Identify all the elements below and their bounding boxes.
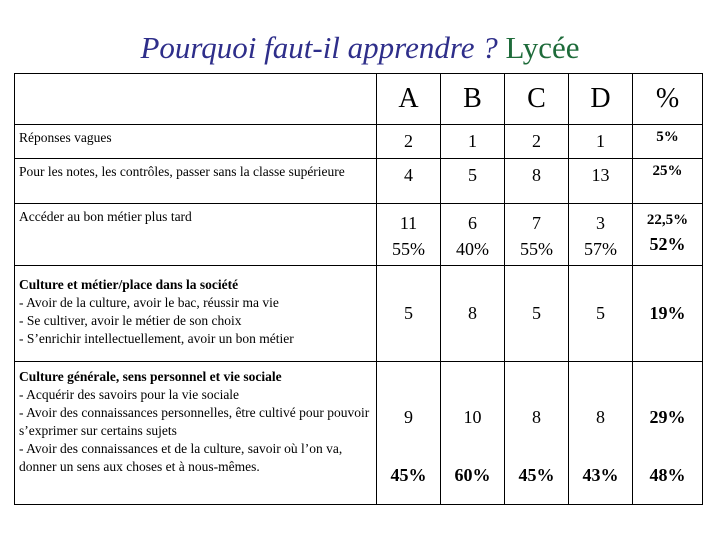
- cell-d: 1: [569, 125, 633, 159]
- row-label-line: - Acquérir des savoirs pour la vie sociale: [19, 387, 240, 402]
- cell-pct: 19%: [633, 266, 703, 362]
- cell-a: 2: [377, 125, 441, 159]
- row-label-line: - Avoir des connaissances personnelles, être cultivé pour pouvoir s’exprimer sur certains sujets: [19, 405, 370, 438]
- cell-subtotal: 45%: [390, 465, 427, 485]
- cell-value: 7: [532, 213, 541, 233]
- cell-pct: 5%: [633, 125, 703, 159]
- cell-d: 5: [569, 266, 633, 362]
- cell-subtotal: 45%: [518, 465, 555, 485]
- cell-c: [505, 204, 569, 266]
- cell-pct: 25%: [633, 159, 703, 204]
- title-level: Lycée: [505, 30, 580, 65]
- cell-subtotal: 43%: [582, 465, 619, 485]
- cell-d: [569, 362, 633, 505]
- header-col-pct: %: [633, 74, 703, 125]
- row-label-line: - Avoir de la culture, avoir le bac, réussir ma vie: [19, 295, 279, 310]
- cell-value: 22,5%: [646, 212, 689, 228]
- table-row: [15, 159, 703, 204]
- cell-d: 13: [569, 159, 633, 204]
- header-col-a: A: [377, 74, 441, 125]
- cell-value: 10: [463, 407, 482, 427]
- table-row: [15, 266, 703, 362]
- table-row: [15, 125, 703, 159]
- header-blank-cell: [15, 74, 377, 125]
- cell-subtotal: 52%: [649, 234, 686, 254]
- cell-c: 5: [505, 266, 569, 362]
- cell-c: 2: [505, 125, 569, 159]
- cell-pct: [633, 362, 703, 505]
- row-label: [15, 266, 377, 362]
- cell-value: 8: [532, 407, 541, 427]
- cell-c: [505, 362, 569, 505]
- row-label: Accéder au bon métier plus tard: [15, 204, 377, 266]
- title-question: Pourquoi faut-il apprendre ?: [140, 30, 498, 65]
- results-table: [14, 73, 703, 505]
- cell-value: 3: [596, 213, 605, 233]
- page-title: [0, 30, 720, 66]
- cell-b: [441, 362, 505, 505]
- row-label-title: Culture générale, sens personnel et vie sociale: [19, 369, 282, 384]
- header-col-d: D: [569, 74, 633, 125]
- cell-subtotal: 40%: [456, 239, 489, 259]
- header-row: [15, 74, 703, 125]
- cell-a: 4: [377, 159, 441, 204]
- cell-subtotal: 57%: [584, 239, 617, 259]
- row-label-line: - Avoir des connaissances et de la culture, savoir où l’on va, donner un sens aux choses et à nous-mêmes.: [19, 441, 343, 474]
- cell-value: 29%: [649, 407, 686, 427]
- row-label-line: - S’enrichir intellectuellement, avoir un bon métier: [19, 331, 294, 346]
- header-col-c: C: [505, 74, 569, 125]
- cell-b: 8: [441, 266, 505, 362]
- cell-a: [377, 362, 441, 505]
- cell-b: [441, 204, 505, 266]
- row-label: Réponses vagues: [15, 125, 377, 159]
- cell-a: 5: [377, 266, 441, 362]
- cell-value: 8: [596, 407, 605, 427]
- cell-d: [569, 204, 633, 266]
- cell-b: 1: [441, 125, 505, 159]
- row-label: [15, 362, 377, 505]
- cell-subtotal: 60%: [454, 465, 491, 485]
- cell-value: 9: [404, 407, 413, 427]
- table-row: [15, 362, 703, 505]
- cell-c: 8: [505, 159, 569, 204]
- cell-b: 5: [441, 159, 505, 204]
- cell-subtotal: 48%: [649, 465, 686, 485]
- row-label-title: Culture et métier/place dans la société: [19, 277, 239, 292]
- header-col-b: B: [441, 74, 505, 125]
- cell-pct: [633, 204, 703, 266]
- cell-a: [377, 204, 441, 266]
- cell-value: 6: [468, 213, 477, 233]
- cell-subtotal: 55%: [392, 239, 425, 259]
- cell-subtotal: 55%: [520, 239, 553, 259]
- cell-value: 11: [399, 213, 418, 233]
- row-label-line: - Se cultiver, avoir le métier de son choix: [19, 313, 242, 328]
- row-label: Pour les notes, les contrôles, passer sans la classe supérieure: [15, 159, 377, 204]
- table-row: [15, 204, 703, 266]
